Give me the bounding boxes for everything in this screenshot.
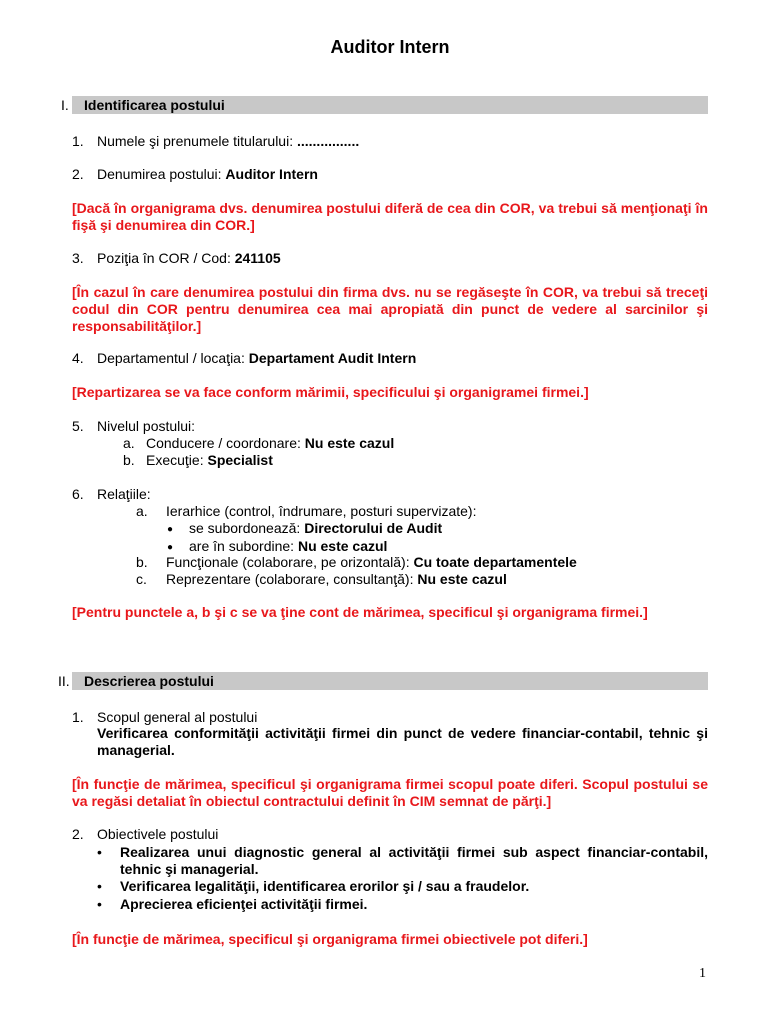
s1-item6b-label: Funcţionale (colaborare, pe orizontală): xyxy=(166,554,414,570)
s1-item6c xyxy=(166,571,507,588)
s1-item5b-number: b. xyxy=(123,452,135,468)
s2-note1: [În funcţie de mărimea, specificul şi organigrama firmei scopul poate diferi. Scopul postului se va regăsi detaliat în obiectul contractului definit în CIM semnat de părţi.] xyxy=(72,776,708,809)
document-title: Auditor Intern xyxy=(330,37,450,57)
s1-note4: [Pentru punctele a, b şi c se va ţine cont de mărimea, specificul şi organigrama firmei.] xyxy=(72,604,648,620)
s1-item6c-label: Reprezentare (colaborare, consultanţă): xyxy=(166,571,418,587)
s2-objective-1: Realizarea unui diagnostic general al activităţii firmei sub aspect financiar-contabil, tehnic şi managerial. xyxy=(120,844,708,877)
s1-note3: [Repartizarea se va face conform mărimii, specificului şi organigramei firmei.] xyxy=(72,384,589,400)
s1-item6-bullet1-label: se subordonează: xyxy=(189,520,305,536)
s1-item3-label: Poziţia în COR / Cod: xyxy=(97,250,235,266)
s1-item5-label: Nivelul postului: xyxy=(97,418,196,434)
s1-item1-value: ................ xyxy=(296,133,360,149)
s1-item5a-number: a. xyxy=(123,435,135,451)
s2-item1-value: Verificarea conformităţii activităţii firmei din punct de vedere financiar-contabil, tehnic şi managerial. xyxy=(97,725,708,758)
s1-item6c-number: c. xyxy=(136,571,147,587)
section2-number: II. xyxy=(58,673,70,689)
s1-item5b xyxy=(146,452,273,469)
s1-item2-number: 2. xyxy=(72,166,84,182)
s1-item6c-value: Nu este cazul xyxy=(417,571,507,587)
s1-item6-label: Relaţiile: xyxy=(97,486,151,502)
s1-item5b-value: Specialist xyxy=(207,452,273,468)
s1-item3 xyxy=(97,250,281,267)
s1-item6-bullet1-value: Directorului de Audit xyxy=(304,520,443,536)
s1-item6-bullet2-value: Nu este cazul xyxy=(297,538,388,554)
s1-item6a-number: a. xyxy=(136,503,148,519)
s1-item6b-number: b. xyxy=(136,554,148,570)
s2-objective-2: Verificarea legalităţii, identificarea erorilor şi / sau a fraudelor. xyxy=(120,878,530,894)
s1-item5a-label: Conducere / coordonare: xyxy=(146,435,305,451)
s1-item1-label: Numele şi prenumele titularului: xyxy=(97,133,297,149)
section1-heading-bar xyxy=(72,96,708,114)
s1-item6-bullet2 xyxy=(189,538,387,555)
s1-item3-number: 3. xyxy=(72,250,84,266)
s1-item4-value: Departament Audit Intern xyxy=(248,350,417,366)
bullet-dot-icon: ● xyxy=(167,542,174,553)
page-number: 1 xyxy=(699,966,706,981)
s1-item4-number: 4. xyxy=(72,350,84,366)
section2-heading: Descrierea postului xyxy=(84,673,214,689)
s1-item5-number: 5. xyxy=(72,418,84,434)
s1-item1-number: 1. xyxy=(72,133,84,149)
s1-item6-bullet1 xyxy=(189,520,442,537)
s1-item4 xyxy=(97,350,416,367)
s1-note1: [Dacă în organigrama dvs. denumirea postului diferă de cea din COR, va trebui să menţionaţi în fişă şi denumirea din COR.] xyxy=(72,200,708,233)
bullet-dot-icon: • xyxy=(97,844,102,860)
s2-objective-3: Aprecierea eficienţei activităţii firmei. xyxy=(120,896,368,912)
s1-note2: [În cazul în care denumirea postului din firma dvs. nu se regăseşte în COR, va trebui să treceţi codul din COR pentru denumirea cea mai apropiată din punct de vedere al sarcinilor şi responsabilităţilor.] xyxy=(72,284,708,334)
s1-item6-bullet2-label: are în subordine: xyxy=(189,538,298,554)
s1-item4-label: Departamentul / locaţia: xyxy=(97,350,249,366)
s1-item5b-label: Execuţie: xyxy=(146,452,208,468)
s2-note2: [În funcţie de mărimea, specificul şi organigrama firmei obiectivele pot diferi.] xyxy=(72,931,588,947)
s2-item1-number: 1. xyxy=(72,709,84,725)
s1-item6a-label: Ierarhice (control, îndrumare, posturi supervizate): xyxy=(166,503,477,519)
s1-item5a xyxy=(146,435,394,452)
bullet-dot-icon: ● xyxy=(167,524,174,535)
s1-item6-number: 6. xyxy=(72,486,84,502)
s1-item2-label: Denumirea postului: xyxy=(97,166,226,182)
s1-item2-value: Auditor Intern xyxy=(225,166,318,182)
bullet-dot-icon: • xyxy=(97,878,102,894)
s1-item5a-value: Nu este cazul xyxy=(304,435,395,451)
s1-item3-value: 241105 xyxy=(234,250,281,266)
section1-number: I. xyxy=(61,97,69,113)
section2-heading-bar xyxy=(72,672,708,690)
s2-item1-label: Scopul general al postului xyxy=(97,709,258,725)
s1-item1 xyxy=(97,133,359,150)
s1-item2 xyxy=(97,166,318,183)
s1-item6b-value: Cu toate departamentele xyxy=(413,554,577,570)
section1-heading: Identificarea postului xyxy=(84,97,225,113)
s1-item6b xyxy=(166,554,577,571)
bullet-dot-icon: • xyxy=(97,896,102,912)
s2-item2-label: Obiectivele postului xyxy=(97,826,219,842)
s2-item2-number: 2. xyxy=(72,826,84,842)
